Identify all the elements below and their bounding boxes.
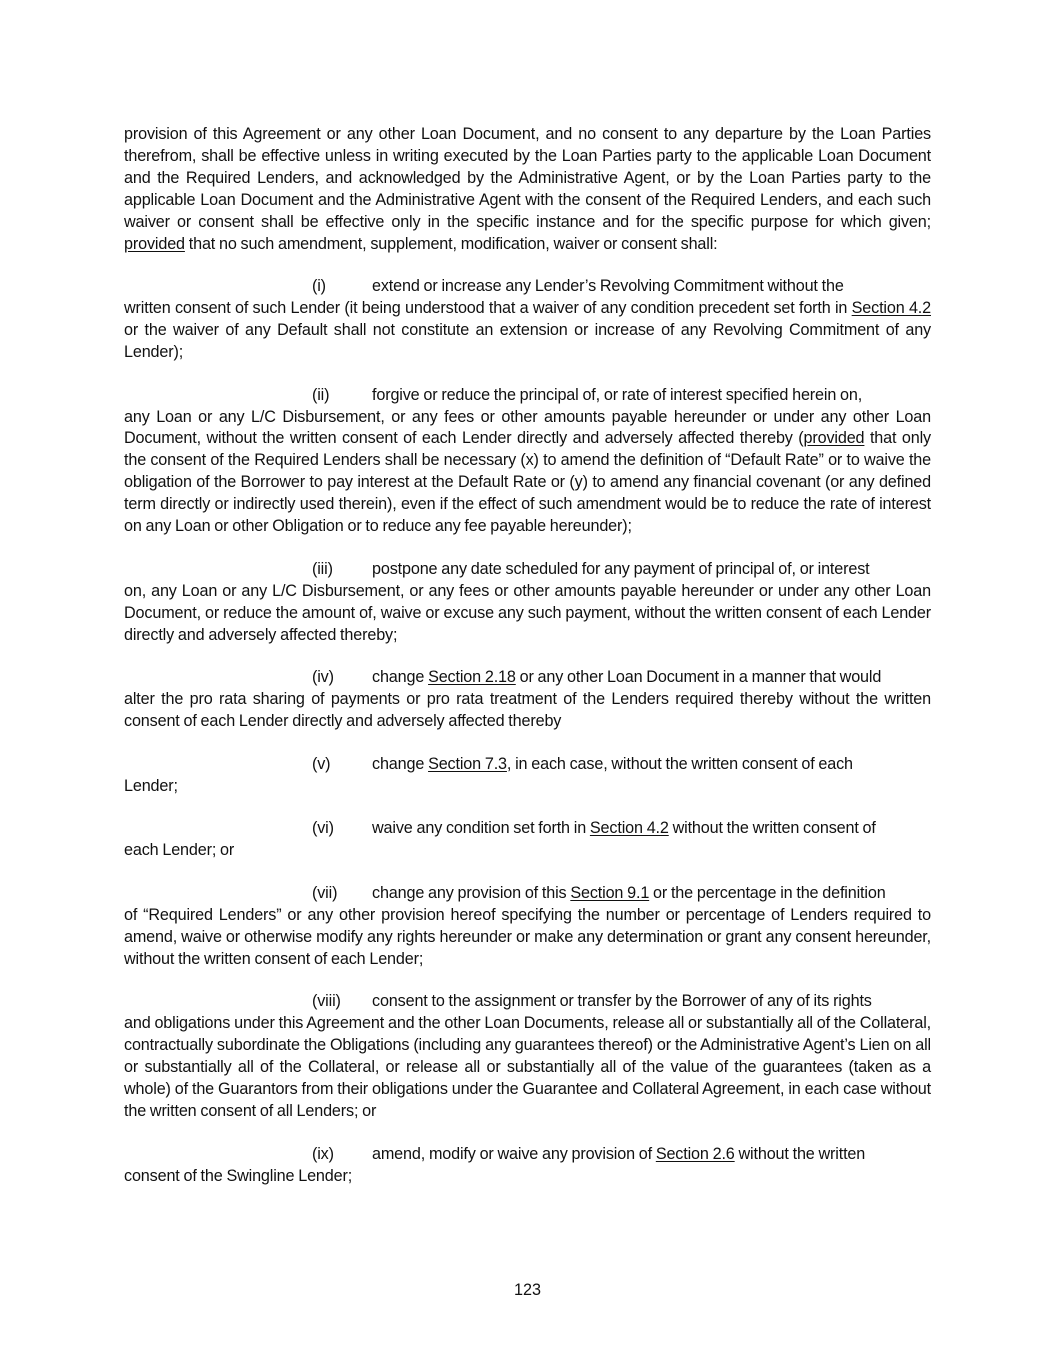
clause-first-line [124,385,931,407]
clause-viii [124,991,931,1122]
clause-text: written consent of such Lender (it being understood that a waiver of any condition precedent set forth in [124,299,852,318]
clause-number: (iv) [312,668,334,687]
clause-first-text: forgive or reduce the principal of, or rate of interest specified herein on, [372,385,863,404]
clause-text: consent of the Swingline Lender; [124,1166,353,1185]
clause-number: (ii) [312,385,330,404]
clause-first-text: consent to the assignment or transfer by the Borrower of any of its rights [372,992,872,1011]
intro-paragraph [124,124,931,255]
clause-text: Lender; [124,776,178,795]
provided-term: provided [124,234,185,253]
clause-text: or the waiver of any Default shall not constitute an extension or increase of any Revolving Commitment of any Lender); [124,321,931,361]
clause-first-line [124,1144,931,1166]
clause-first-line [124,559,931,581]
clause-text: alter the pro rata sharing of payments or pro rata treatment of the Lenders required thereby without the written consent of each Lender directly and adversely affected thereby [124,690,931,731]
clause-first-line [124,667,931,689]
section-reference: Section 2.6 [655,1144,735,1163]
clause-number: (viii) [312,992,341,1011]
clause-first-text-a: waive any condition set forth in [372,819,590,838]
provided-term: provided [803,429,865,448]
clause-first-text-a: change [372,668,429,687]
section-reference: Section 4.2 [851,299,931,318]
clause-first-text-b: without the written [734,1144,866,1163]
clause-first-text-b: without the written consent of [668,819,876,838]
clause-iii [124,559,931,647]
section-reference: Section 4.2 [589,819,669,838]
clause-ii [124,385,931,538]
clause-number: (i) [312,277,326,296]
clause-number: (iii) [312,559,333,578]
clause-vii [124,883,931,971]
clause-iv [124,667,931,733]
page-number: 123 [513,1281,541,1299]
clause-text: each Lender; or [124,841,235,860]
clause-number: (ix) [312,1144,334,1163]
clause-text: any Loan or any L/C Disbursement, or any fees or other amounts payable hereunder or under any other Loan Document, without the written consent of each Lender directly and adversely affected thereby ( [124,407,931,448]
clause-text: on, any Loan or any L/C Disbursement, or any fees or other amounts payable hereunder or under any other Loan Document, or reduce the amount of, waive or excuse any such payment, without the written consent of each Lender directly and adversely affected thereby; [124,581,931,644]
clause-first-text-a: change [372,754,429,773]
clause-number: (v) [312,754,331,773]
clause-first-text: postpone any date scheduled for any payment of principal of, or interest [372,559,870,578]
section-reference: Section 7.3 [428,754,507,773]
clause-first-text-b: , in each case, without the written consent of each [506,754,853,773]
document-page [124,124,931,1208]
clause-number: (vi) [312,819,334,838]
clause-text: of “Required Lenders” or any other provision hereof specifying the number or percentage of Lenders required to amend, waive or otherwise modify any rights hereunder or make any determination or grant any consent hereunder, without the written consent of each Lender; [124,905,931,968]
clause-first-line [124,883,931,905]
section-reference: Section 9.1 [570,883,650,902]
clause-first-text-a: change any provision of this [372,883,571,902]
clause-first-line [124,276,931,298]
clause-first-text-a: amend, modify or waive any provision of [372,1144,656,1163]
clause-first-text-b: or any other Loan Document in a manner that would [515,668,882,687]
clause-vi [124,818,931,862]
clause-i [124,276,931,364]
clause-first-text: extend or increase any Lender’s Revolving Commitment without the [372,277,844,296]
clause-text: and obligations under this Agreement and the other Loan Documents, release all or substantially all of the Collateral, contractually subordinate the Obligations (including any guarantees thereof) or the Administrative Agent’s Lien on all or substantially all of the Collateral, or release all or substantially all of the value of the guarantees (taken as a whole) of the Guarantors from their obligations under the Guarantee and Collateral Agreement, in each case without the written consent of all Lenders; or [124,1014,931,1120]
intro-text-b: that no such amendment, supplement, modification, waiver or consent shall: [184,234,718,253]
clause-first-text-b: or the percentage in the definition [649,883,886,902]
clause-number: (vii) [312,883,338,902]
clause-text: that only the consent of the Required Lenders shall be necessary (x) to amend the definition of “Default Rate” or to waive the obligation of the Borrower to pay interest at the Default Rate or (y) to amend any financial covenant (or any defined term directly or indirectly used therein), even if the effect of such amendment would be to reduce the rate of interest on any Loan or other Obligation or to reduce any fee payable hereunder); [124,429,931,536]
clause-first-line [124,991,931,1013]
intro-text-a: provision of this Agreement or any other Loan Document, and no consent to any departure by the Loan Parties therefrom, shall be effective unless in writing executed by the Loan Parties party to the applicable Loan Document and the Required Lenders, and acknowledged by the Administrative Agent, or by the Loan Parties party to the applicable Loan Document and the Administrative Agent with the consent of the Required Lenders, and each such waiver or consent shall be effective only in the specific instance and for the specific purpose for which given; [124,125,931,231]
clause-ix [124,1144,931,1188]
clause-first-line [124,818,931,840]
section-reference: Section 2.18 [428,668,516,687]
clause-first-line [124,754,931,776]
clause-v [124,754,931,798]
